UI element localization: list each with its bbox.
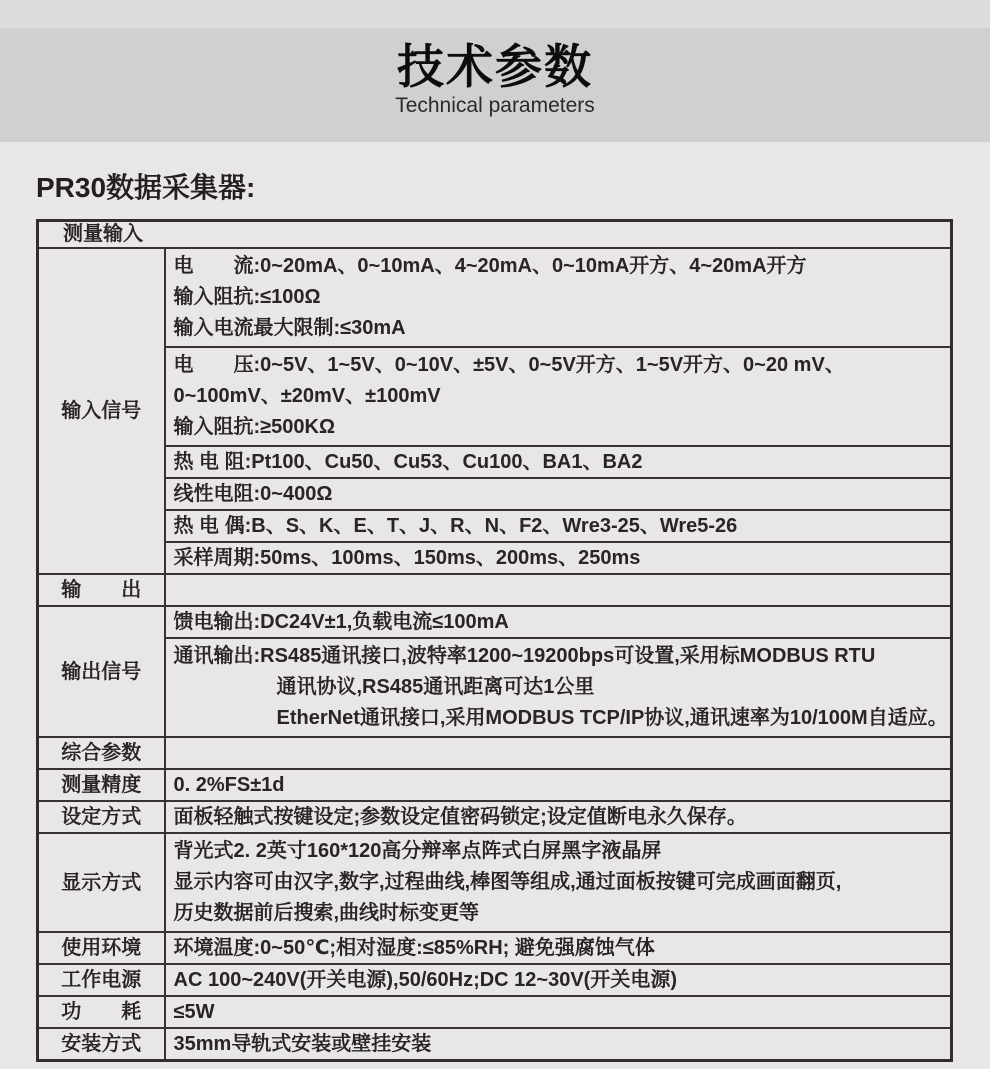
title-banner: [0, 28, 990, 142]
comm-output-line-1: 通讯输出:RS485通讯接口,波特率1200~19200bps可设置,采用标MODBUS RTU: [173, 645, 876, 667]
output-signal-comm-row: [38, 638, 952, 737]
setting-label: 设定方式: [38, 801, 165, 833]
environment-value: 环境温度:0~50℃;相对湿度:≤85%RH; 避免强腐蚀气体: [165, 932, 952, 964]
section-row-output: [38, 574, 952, 606]
installation-row: [38, 1028, 952, 1061]
input-signal-sampling-row: [38, 542, 952, 574]
comm-output-line-3: EtherNet通讯接口,采用MODBUS TCP/IP协议,通讯速率为10/100M自适应。: [276, 707, 948, 729]
output-section-empty-cell: [165, 574, 952, 606]
output-signal-label: 输出信号: [38, 606, 165, 737]
voltage-range-line-2: 0~100mV、±20mV、±100mV: [173, 385, 441, 407]
voltage-range-line-1: 电 压:0~5V、1~5V、0~10V、±5V、0~5V开方、1~5V开方、0~20 mV、: [173, 354, 845, 376]
display-line-3: 历史数据前后搜索,曲线时标变更等: [173, 902, 480, 924]
comm-output-line-2: 通讯协议,RS485通讯距离可达1公里: [276, 676, 595, 698]
output-signal-feed-row: [38, 606, 952, 638]
section-row-general-params: [38, 737, 952, 769]
page-title: 技术参数: [397, 40, 593, 93]
current-range-line: 电 流:0~20mA、0~10mA、4~20mA、0~10mA开方、4~20mA开方: [173, 255, 807, 277]
section-label-output: 输 出: [38, 574, 165, 606]
power-supply-label: 工作电源: [38, 964, 165, 996]
setting-value: 面板轻触式按键设定;参数设定值密码锁定;设定值断电永久保存。: [165, 801, 952, 833]
input-signal-voltage-cell: [165, 347, 952, 446]
environment-row: [38, 932, 952, 964]
input-signal-current-row: [38, 248, 952, 347]
input-signal-label: 输入信号: [38, 248, 165, 574]
section-label-general-params: 综合参数: [38, 737, 165, 769]
page-subtitle: Technical parameters: [395, 94, 595, 117]
installation-label: 安装方式: [38, 1028, 165, 1061]
display-line-2: 显示内容可由汉字,数字,过程曲线,棒图等组成,通过面板按键可完成画面翻页,: [173, 871, 842, 893]
spec-table: [36, 219, 953, 1062]
power-supply-row: [38, 964, 952, 996]
environment-label: 使用环境: [38, 932, 165, 964]
top-strip: [0, 0, 990, 28]
section-label-measurement-input: 测量输入: [38, 221, 952, 249]
accuracy-row: [38, 769, 952, 801]
input-signal-rtd-row: [38, 446, 952, 478]
voltage-impedance-line: 输入阻抗:≥500KΩ: [173, 416, 335, 438]
input-signal-thermocouple-row: [38, 510, 952, 542]
display-label: 显示方式: [38, 833, 165, 932]
power-consumption-value: ≤5W: [165, 996, 952, 1028]
feed-output-cell: 馈电输出:DC24V±1,负载电流≤100mA: [165, 606, 952, 638]
general-params-empty-cell: [165, 737, 952, 769]
installation-value: 35mm导轨式安装或壁挂安装: [165, 1028, 952, 1061]
rtd-cell: 热 电 阻:Pt100、Cu50、Cu53、Cu100、BA1、BA2: [165, 446, 952, 478]
display-row: [38, 833, 952, 932]
display-value-cell: [165, 833, 952, 932]
input-signal-voltage-row: [38, 347, 952, 446]
sampling-period-cell: 采样周期:50ms、100ms、150ms、200ms、250ms: [165, 542, 952, 574]
thermocouple-cell: 热 电 偶:B、S、K、E、T、J、R、N、F2、Wre3-25、Wre5-26: [165, 510, 952, 542]
input-signal-current-cell: [165, 248, 952, 347]
accuracy-value: 0. 2%FS±1d: [165, 769, 952, 801]
accuracy-label: 测量精度: [38, 769, 165, 801]
setting-row: [38, 801, 952, 833]
section-row-measurement-input: [38, 221, 952, 249]
current-impedance-line: 输入阻抗:≤100Ω: [173, 286, 321, 308]
product-heading: PR30数据采集器:: [36, 172, 256, 203]
power-consumption-row: [38, 996, 952, 1028]
linear-resistance-cell: 线性电阻:0~400Ω: [165, 478, 952, 510]
input-signal-linear-resistance-row: [38, 478, 952, 510]
power-consumption-label: 功 耗: [38, 996, 165, 1028]
display-line-1: 背光式2. 2英寸160*120高分辩率点阵式白屏黑字液晶屏: [173, 840, 662, 862]
current-max-limit-line: 输入电流最大限制:≤30mA: [173, 317, 406, 339]
power-supply-value: AC 100~240V(开关电源),50/60Hz;DC 12~30V(开关电源): [165, 964, 952, 996]
comm-output-cell: [165, 638, 952, 737]
